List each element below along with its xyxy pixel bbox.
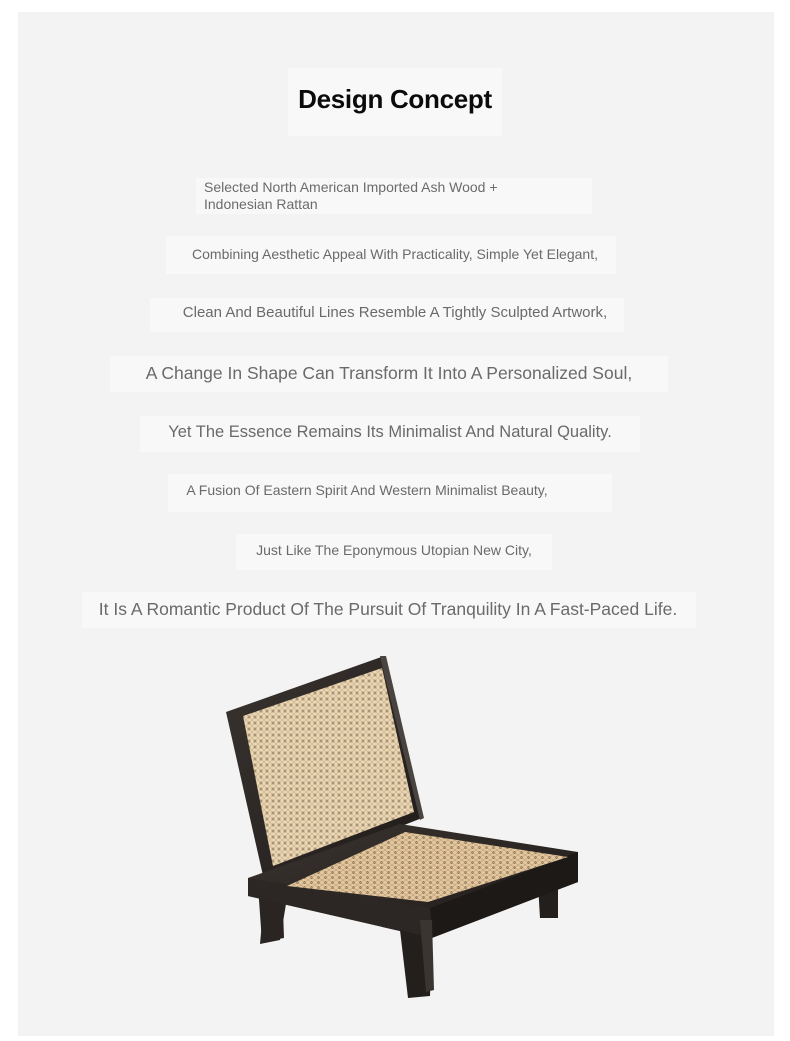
concept-line-3: A Change In Shape Can Transform It Into A Personalized Soul, [145,363,633,383]
concept-line-7: It Is A Romantic Product Of The Pursuit Of Tranquility In A Fast-Paced Life. [98,599,678,619]
concept-line-4: Yet The Essence Remains Its Minimalist And Natural Quality. [168,423,612,441]
concept-line-6: Just Like The Eponymous Utopian New City, [256,542,532,558]
concept-line-5: A Fusion Of Eastern Spirit And Western Minimalist Beauty, [186,482,548,498]
materials-text: Selected North American Imported Ash Wood + Indonesian Rattan [204,179,498,212]
page-title: Design Concept [298,84,492,114]
concept-line-1: Combining Aesthetic Appeal With Practicality, Simple Yet Elegant, [192,246,598,262]
concept-line-2: Clean And Beautiful Lines Resemble A Tightly Sculpted Artwork, [182,304,608,321]
